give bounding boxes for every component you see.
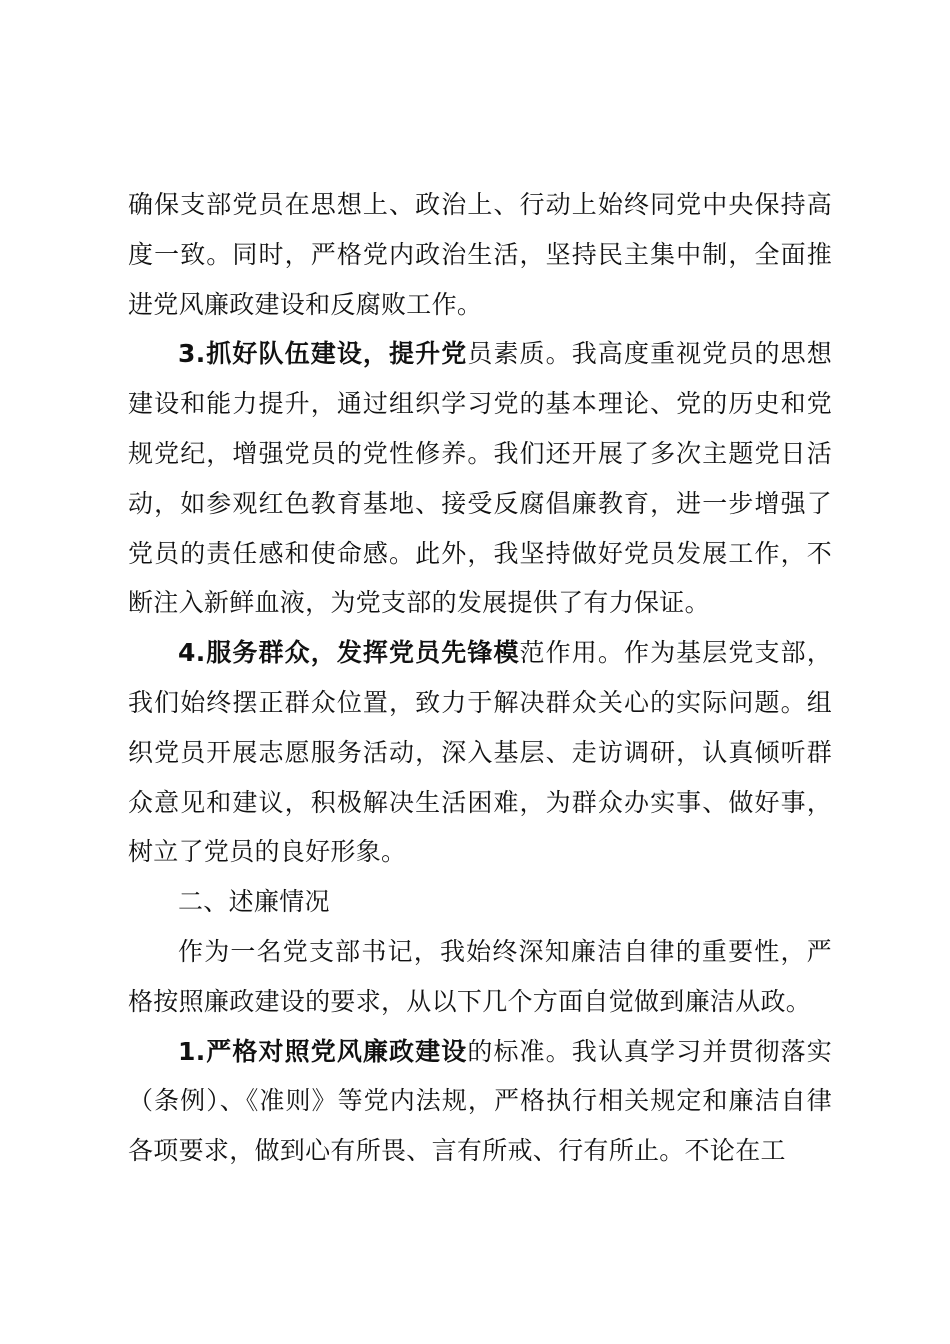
paragraph-team-building [128,329,832,628]
paragraph-text: 作为一名党支部书记，我始终深知廉洁自律的重要性，严格按照廉政建设的要求，从以下几个方面自觉做到廉洁从政。 [128,936,832,1016]
paragraph-heading: 1.严格对照党风廉政建设 [178,1036,468,1066]
paragraph-text: 的标准。我认真学习并贯彻落实（条例）、《准则》等党内法规，严格执行相关规定和廉洁自律各项要求，做到心有所畏、言有所戒、行有所止。不论在工 [128,1036,832,1166]
document-page [128,180,832,1176]
paragraph-integrity-intro [128,927,832,1027]
section-heading [128,877,832,927]
paragraph-text: 员素质。我高度重视党员的思想建设和能力提升，通过组织学习党的基本理论、党的历史和党规党纪，增强党员的党性修养。我们还开展了多次主题党日活动，如参观红色教育基地、接受反腐倡廉教育，进一步增强了党员的责任感和使命感。此外，我坚持做好党员发展工作，不断注入新鲜血液，为党支部的发展提供了有力保证。 [128,339,832,618]
paragraph-text: 范作用。作为基层党支部，我们始终摆正群众位置，致力于解决群众关心的实际问题。组织党员开展志愿服务活动，深入基层、走访调研，认真倾听群众意见和建议，积极解决生活困难，为群众办实事、做好事，树立了党员的良好形象。 [128,638,832,867]
paragraph-integrity-standard [128,1027,832,1176]
paragraph-text: 确保支部党员在思想上、政治上、行动上始终同党中央保持高度一致。同时，严格党内政治生活，坚持民主集中制，全面推进党风廉政建设和反腐败工作。 [128,190,832,319]
paragraph-serve-masses [128,628,832,877]
paragraph-heading: 3.抓好队伍建设，提升党 [178,339,468,369]
section-heading-text: 二、述廉情况 [178,887,330,917]
paragraph-continuation [128,180,832,329]
paragraph-heading: 4.服务群众，发挥党员先锋模 [178,638,520,668]
